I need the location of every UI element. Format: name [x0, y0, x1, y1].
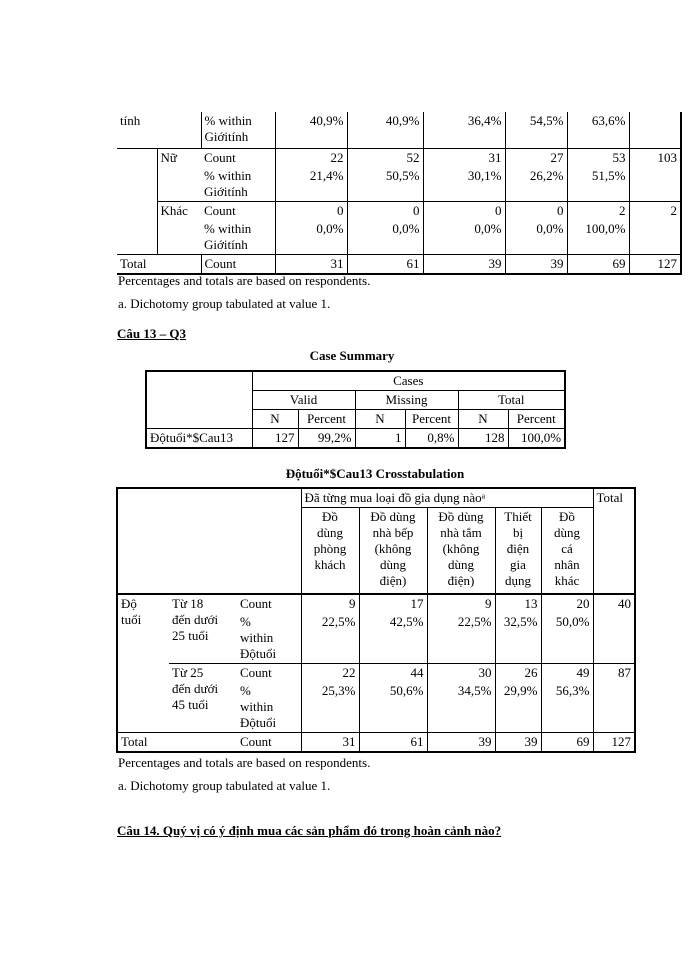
blank-cell	[117, 167, 157, 202]
cell-value: 99,2%	[298, 429, 355, 449]
cell-value: 40,9%	[275, 112, 347, 148]
cell-value: 40,9%	[347, 112, 423, 148]
cell-value: 50,0%	[541, 613, 593, 664]
cell-value: 21,4%	[275, 167, 347, 202]
blank-cell	[593, 682, 635, 733]
cell-value: 49	[541, 663, 593, 682]
stat-label: % within Giớitính	[204, 220, 252, 252]
cell-value: 0	[275, 201, 347, 220]
stat-label: Count	[204, 149, 236, 165]
cell-value: 63,6%	[567, 112, 629, 148]
stat-label: Count	[201, 254, 275, 274]
cell-value: 36,4%	[423, 112, 505, 148]
cell-value: 26,2%	[505, 167, 567, 202]
section-heading: Câu 14. Quý vị có ý định mua các sản phẩm đó trong hoàn cảnh nào?	[117, 823, 502, 838]
cell-value: 2	[567, 201, 629, 220]
group-header: Đã từng mua loại đồ gia dụng nàoᵃ	[301, 488, 593, 508]
cell-value: 34,5%	[427, 682, 495, 733]
gender-crosstab-continuation	[117, 112, 682, 275]
cell-total: 103	[629, 148, 681, 167]
blank-cell	[117, 148, 157, 167]
cell-value: 22	[301, 663, 359, 682]
cell-value: 0	[423, 201, 505, 220]
col-header-living-room: Đồ dùng phòng khách	[301, 508, 359, 594]
cell-value: 52	[347, 148, 423, 167]
cell-value: 0	[505, 201, 567, 220]
cell-total	[629, 112, 681, 148]
cell-value: 26	[495, 663, 541, 682]
case-summary-title: Case Summary	[309, 348, 395, 363]
total-row-label: Total	[117, 732, 237, 752]
group-header-valid: Valid	[252, 391, 355, 410]
table-footnote: a. Dichotomy group tabulated at value 1.	[118, 296, 331, 311]
cell-value: 39	[505, 254, 567, 274]
stat-label: % within Giớitính	[201, 167, 275, 202]
age-group-label: Từ 18 đến dưới 25 tuổi	[169, 594, 237, 664]
cell-value: 29,9%	[495, 682, 541, 733]
cell-value: 53	[567, 148, 629, 167]
group-header-missing: Missing	[355, 391, 458, 410]
cell-value: 0,0%	[505, 220, 567, 255]
blank-cell	[117, 201, 157, 220]
blank-cell	[117, 488, 301, 594]
cell-value: 0,0%	[347, 220, 423, 255]
cell-value: 31	[423, 148, 505, 167]
table-footnote: a. Dichotomy group tabulated at value 1.	[118, 778, 331, 793]
cell-value: 22	[275, 148, 347, 167]
cell-value: 17	[359, 594, 427, 613]
cell-value: 31	[275, 254, 347, 274]
table-footnote: Percentages and totals are based on respondents.	[118, 755, 371, 770]
cases-header: Cases	[252, 371, 565, 391]
stat-label: % within Giớitính	[201, 112, 275, 148]
blank-cell	[157, 112, 201, 148]
cell-value: 20	[541, 594, 593, 613]
cell-value: 69	[541, 732, 593, 752]
cell-value: 0	[347, 201, 423, 220]
col-header-personal: Đồ dùng cá nhân khác	[541, 508, 593, 594]
cell-value: 22,5%	[301, 613, 359, 664]
cell-value: 50,6%	[359, 682, 427, 733]
case-summary-table	[145, 370, 566, 449]
cell-value: 100,0%	[567, 220, 629, 255]
cell-value: 31	[301, 732, 359, 752]
cell-value: 69	[567, 254, 629, 274]
crosstab-title: Độtuổi*$Cau13 Crosstabulation	[285, 466, 465, 481]
cell-value: 44	[359, 663, 427, 682]
cell-total: 40	[593, 594, 635, 613]
cell-value: 32,5%	[495, 613, 541, 664]
row-variable-label: Độ tuổi	[117, 594, 169, 733]
cell-value: 42,5%	[359, 613, 427, 664]
sub-header: N	[458, 410, 508, 429]
cell-value: 51,5%	[567, 167, 629, 202]
group-header-total: Total	[458, 391, 565, 410]
cell-value: 30,1%	[423, 167, 505, 202]
cell-value: 13	[495, 594, 541, 613]
total-row-label: Total	[117, 254, 201, 274]
stat-label: % within Độtuổi	[240, 682, 277, 730]
stat-label: % within Độtuổi	[237, 613, 301, 664]
total-column-header: Total	[593, 488, 635, 594]
cell-value: 0,8%	[405, 429, 458, 449]
stat-label: Count	[204, 202, 236, 218]
sub-header: N	[355, 410, 405, 429]
cell-total: 2	[629, 201, 681, 220]
cell-total	[629, 220, 681, 255]
cell-value: 61	[347, 254, 423, 274]
cell-value: 39	[423, 254, 505, 274]
row-category: Nữ	[157, 148, 201, 167]
cell-total	[629, 167, 681, 202]
cell-value: 27	[505, 148, 567, 167]
cell-total: 127	[593, 732, 635, 752]
cell-value: 100,0%	[508, 429, 565, 449]
blank-cell	[157, 167, 201, 202]
sub-header: Percent	[405, 410, 458, 429]
blank-cell	[157, 220, 201, 255]
cell-value: 127	[252, 429, 298, 449]
stat-label: Count	[240, 664, 272, 680]
sub-header: Percent	[508, 410, 565, 429]
cell-value: 39	[427, 732, 495, 752]
cell-value: 54,5%	[505, 112, 567, 148]
cell-value: 39	[495, 732, 541, 752]
row-category: Khác	[157, 201, 201, 220]
cell-value: 50,5%	[347, 167, 423, 202]
stat-label: Count	[240, 595, 272, 611]
row-label: Độtuổi*$Cau13	[146, 429, 252, 449]
section-heading: Câu 13 – Q3	[117, 326, 186, 341]
cell-value: 30	[427, 663, 495, 682]
cell-value: 22,5%	[427, 613, 495, 664]
col-header-bathroom: Đồ dùng nhà tắm (không dùng điện)	[427, 508, 495, 594]
blank-cell	[146, 371, 252, 429]
sub-header: N	[252, 410, 298, 429]
cell-value: 1	[355, 429, 405, 449]
cell-value: 56,3%	[541, 682, 593, 733]
cell-value: 0,0%	[275, 220, 347, 255]
cell-value: 9	[301, 594, 359, 613]
cell-total: 127	[629, 254, 681, 274]
row-var-label: tính	[117, 112, 157, 148]
table-footnote: Percentages and totals are based on respondents.	[118, 273, 371, 288]
age-group-label: Từ 25 đến dưới 45 tuổi	[172, 664, 219, 712]
age-crosstab-table	[116, 487, 636, 753]
sub-header: Percent	[298, 410, 355, 429]
cell-value: 61	[359, 732, 427, 752]
cell-value: 128	[458, 429, 508, 449]
blank-cell	[117, 220, 157, 255]
cell-value: 0,0%	[423, 220, 505, 255]
cell-value: 25,3%	[301, 682, 359, 733]
stat-label: Count	[237, 732, 301, 752]
cell-value: 9	[427, 594, 495, 613]
col-header-appliances: Thiết bị điện gia dụng	[495, 508, 541, 594]
cell-total: 87	[593, 663, 635, 682]
blank-cell	[593, 613, 635, 664]
col-header-kitchen: Đồ dùng nhà bếp (không dùng điện)	[359, 508, 427, 594]
